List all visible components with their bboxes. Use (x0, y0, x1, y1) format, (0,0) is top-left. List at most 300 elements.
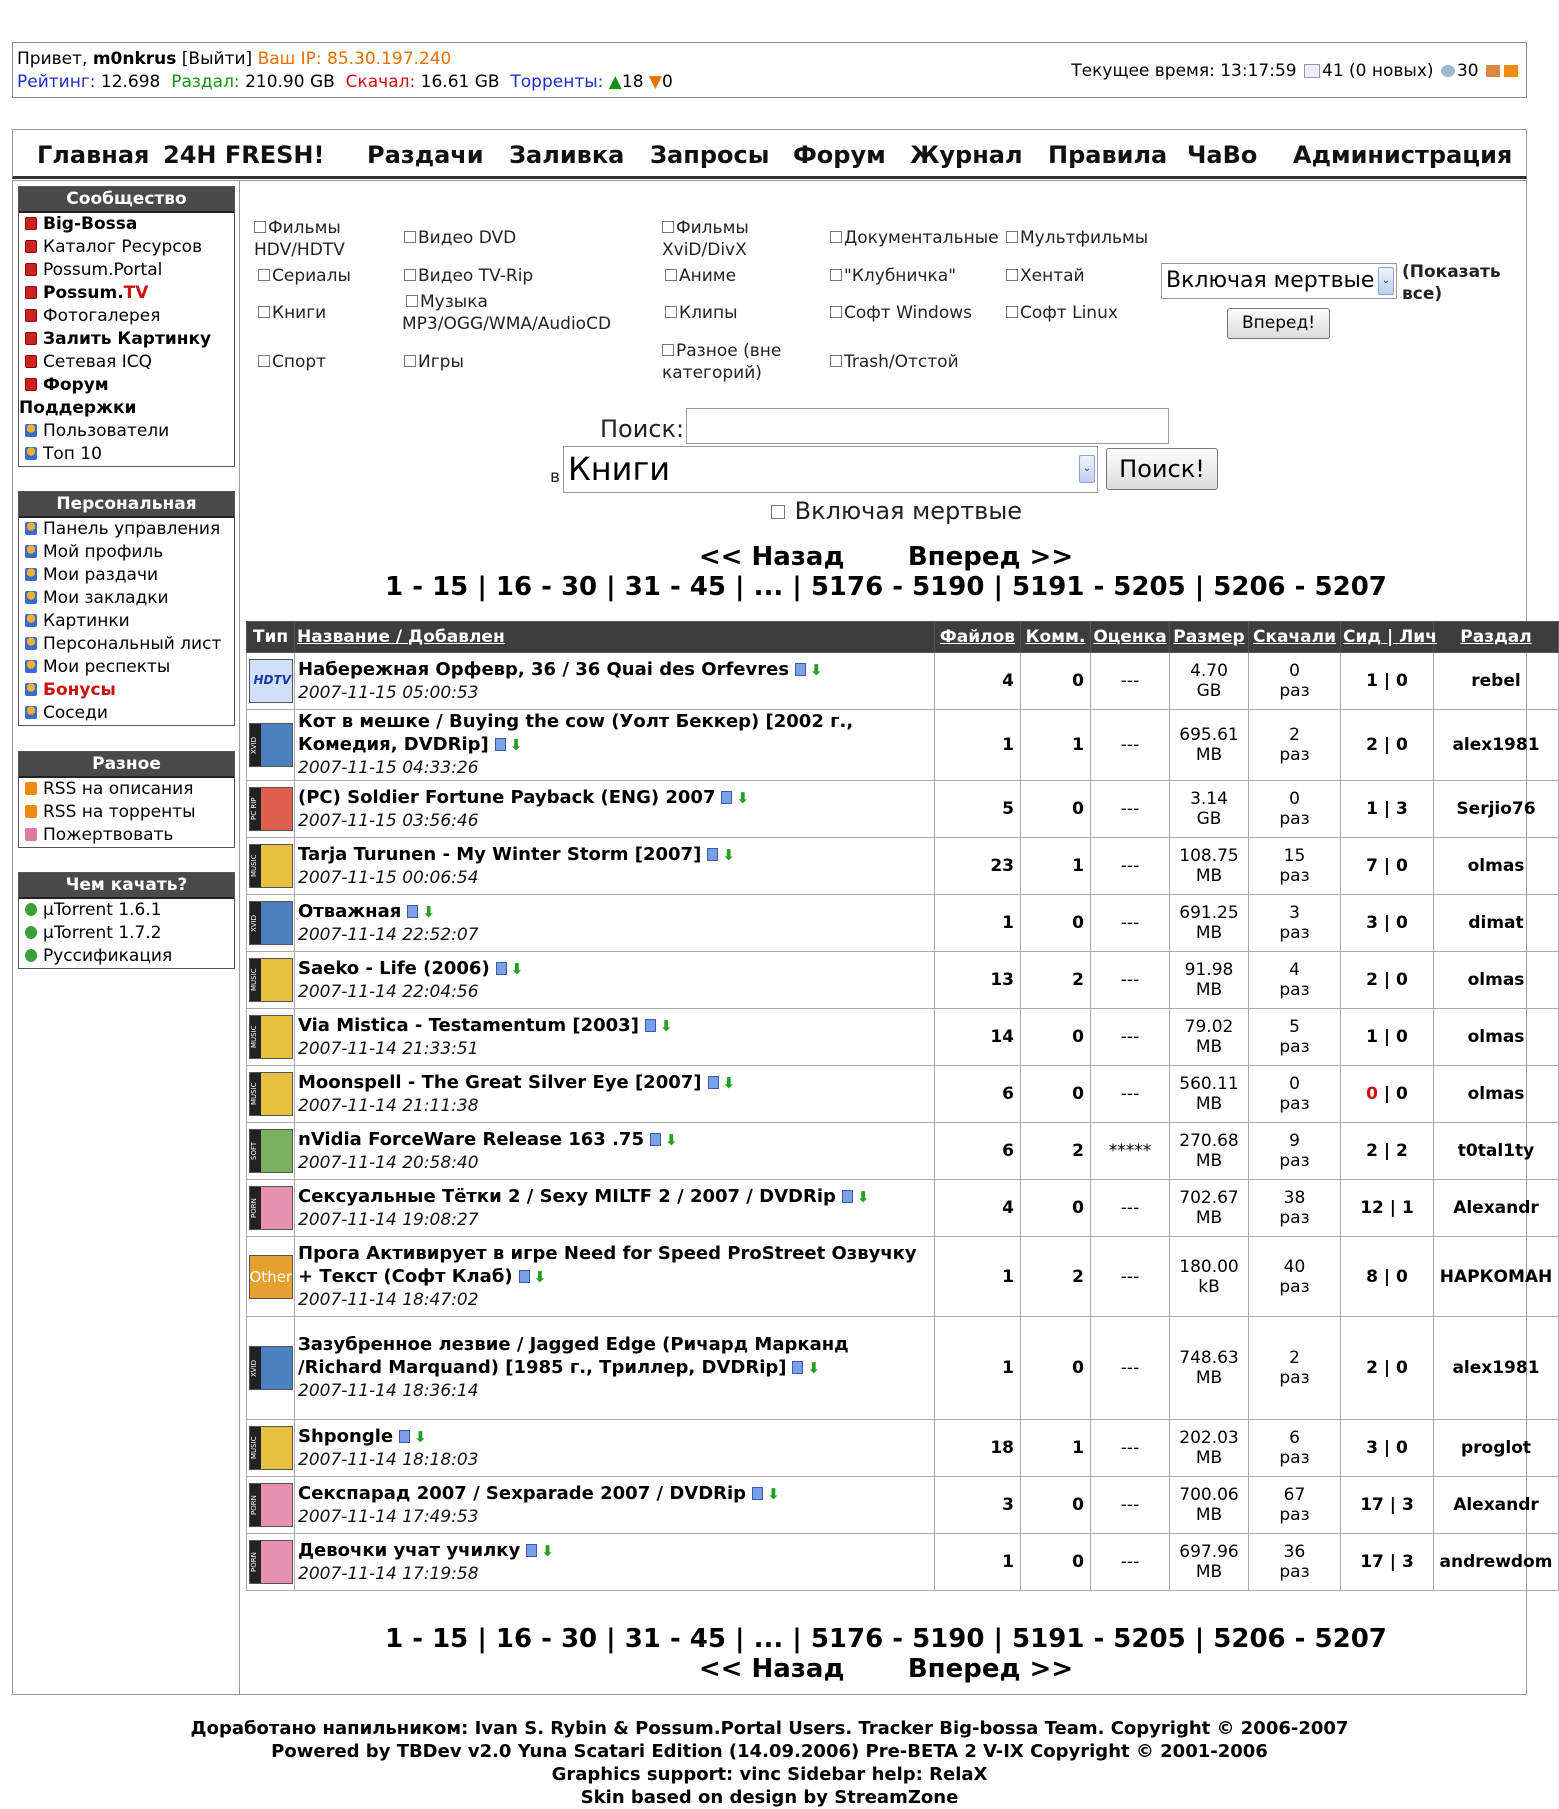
torrent-title-link[interactable]: Девочки учат училку (298, 1539, 521, 1561)
mail-icon[interactable] (1304, 64, 1320, 78)
col-comments[interactable]: Комм. (1021, 622, 1091, 653)
checkbox[interactable] (1006, 231, 1018, 243)
sidebar-item-support-forum[interactable]: Форум (19, 374, 234, 397)
download-arrow-icon[interactable]: ⬇ (414, 1427, 427, 1446)
type-cell[interactable] (247, 1066, 295, 1123)
category-books[interactable]: Книги (258, 302, 326, 324)
added-date: 2007-11-14 21:33:51 (298, 1038, 479, 1059)
snatched-value[interactable]: 0 раз (1249, 781, 1341, 838)
name-cell (295, 1317, 935, 1420)
checkbox[interactable] (1006, 306, 1018, 318)
sidebar-item-gallery[interactable]: Фотогалерея (19, 305, 234, 328)
rss-icon (25, 805, 37, 818)
leechers-count[interactable]: 0 (1396, 970, 1408, 990)
leechers-count[interactable]: 3 (1401, 1495, 1414, 1515)
sidebar-item-profile[interactable]: Мой профиль (19, 541, 234, 564)
category-music-icon[interactable]: MUSIC (249, 1426, 293, 1470)
col-rating[interactable]: Оценка (1091, 622, 1170, 653)
peers-value[interactable]: 1 | 0 (1341, 1009, 1434, 1066)
category-video-dvd[interactable]: Видео DVD (404, 227, 516, 249)
download-arrow-icon[interactable]: ⬇ (807, 1359, 821, 1377)
peers-value[interactable]: 17 | 3 (1341, 1477, 1434, 1534)
comments-count[interactable]: 0 (1021, 653, 1091, 710)
download-arrow-icon[interactable]: ⬇ (541, 1541, 554, 1560)
torrent-title-link[interactable]: Кот в мешке / Buying the cow (Уолт Беккер) [2002 г., Комедия, DVDRip] (298, 711, 854, 755)
comments-count[interactable]: 1 (1021, 710, 1091, 781)
seeders-count[interactable]: 12 (1360, 1198, 1384, 1218)
leechers-count[interactable]: 0 (1396, 671, 1408, 691)
torrent-title-link[interactable]: Зазубренное лезвие / Jagged Edge (Ричард Марканд /Richard Marquand) [1985 г., Триллер, DVDRip] (298, 1334, 849, 1378)
category-cartoons[interactable]: Мультфильмы (1006, 227, 1148, 249)
snatched-value[interactable]: 0 раз (1249, 653, 1341, 710)
bookmark-icon[interactable] (752, 1487, 763, 1500)
download-arrow-icon[interactable]: ⬇ (510, 959, 524, 978)
sidebar-item-catalog[interactable]: Каталог Ресурсов (19, 236, 234, 259)
leechers-count[interactable]: 2 (1396, 1141, 1408, 1161)
torrent-title-link[interactable]: Отважная (298, 900, 402, 922)
menu-home[interactable]: Главная (37, 141, 150, 169)
bookmark-icon[interactable] (707, 848, 718, 861)
size-value: 270.68 MB (1170, 1123, 1249, 1180)
seeders-count[interactable]: 1 (1366, 1027, 1378, 1047)
sidebar-item-possum-portal[interactable]: Possum.Portal (19, 259, 234, 282)
snatched-value[interactable]: 15 раз (1249, 838, 1341, 895)
rating-value: --- (1091, 1317, 1170, 1420)
comments-count[interactable]: 1 (1021, 1420, 1091, 1477)
category-documentary[interactable]: Документальные (830, 227, 999, 249)
sidebar-item-my-torrents[interactable]: Мои раздачи (19, 564, 234, 587)
bookmark-icon[interactable] (399, 1430, 410, 1443)
uploader-link[interactable]: dimat (1434, 895, 1559, 952)
category-strawberry[interactable]: "Клубничка" (830, 265, 956, 287)
comments-count[interactable]: 0 (1021, 1317, 1091, 1420)
uploader-link[interactable]: Serjio76 (1434, 781, 1559, 838)
prev-link[interactable]: << Назад (698, 542, 845, 572)
comments-count[interactable]: 0 (1021, 1066, 1091, 1123)
sidebar-item-neighbours[interactable]: Соседи (19, 702, 234, 725)
seeders-count[interactable]: 8 (1366, 1266, 1378, 1287)
snatched-value[interactable]: 67 раз (1249, 1477, 1341, 1534)
category-pc-rip-icon[interactable]: PC RIP (249, 787, 293, 831)
sidebar-item-respects[interactable]: Мои респекты (19, 656, 234, 679)
peers-value[interactable]: 12 | 1 (1341, 1180, 1434, 1237)
type-cell[interactable] (247, 895, 295, 952)
comments-count[interactable]: 0 (1021, 1180, 1091, 1237)
category-other-icon[interactable]: Other (249, 1255, 293, 1299)
bookmark-icon[interactable] (721, 791, 732, 804)
checkbox[interactable] (258, 269, 270, 281)
menu-journal[interactable]: Журнал (910, 141, 1023, 169)
torrent-title-link[interactable]: Сексуальные Тётки 2 / Sexy MILTF 2 / 2007 / DVDRip (298, 1185, 836, 1207)
category-porn-icon[interactable]: PORN (249, 1483, 293, 1527)
name-cell (295, 1066, 935, 1123)
seeders-count[interactable]: 0 (1366, 1084, 1378, 1104)
leechers-count[interactable]: 0 (1396, 1266, 1408, 1287)
leechers-count[interactable]: 3 (1396, 799, 1408, 819)
col-peers[interactable]: Сид | Лич (1341, 622, 1434, 653)
bookmark-icon[interactable] (792, 1361, 803, 1374)
files-count[interactable]: 4 (935, 1180, 1021, 1237)
torrent-title-link[interactable]: Набережная Орфевр, 36 / 36 Quai des Orfevres (298, 658, 790, 680)
menu-24h-fresh[interactable]: 24H FRESH! (163, 141, 325, 169)
category-hentai[interactable]: Хентай (1006, 265, 1085, 287)
sidebar-item-donate[interactable]: Пожертвовать (19, 824, 234, 847)
sidebar-item-rss-descriptions[interactable]: RSS на описания (19, 778, 234, 801)
sidebar-item-russification[interactable]: Руссификация (19, 945, 234, 968)
dead-filter-select[interactable]: Включая мертвые ⌄ (1161, 263, 1397, 299)
files-count[interactable]: 1 (935, 1534, 1021, 1591)
type-cell[interactable] (247, 1477, 295, 1534)
rating-value: --- (1091, 1477, 1170, 1534)
snatched-value[interactable]: 40 раз (1249, 1237, 1341, 1317)
bookmark-icon[interactable] (495, 738, 506, 751)
peers-value[interactable]: 7 | 0 (1341, 838, 1434, 895)
sidebar-item-personal-list[interactable]: Персональный лист (19, 633, 234, 656)
friends-icon[interactable] (1441, 65, 1455, 77)
comments-count[interactable]: 2 (1021, 952, 1091, 1009)
friends-count[interactable]: 30 (1456, 61, 1479, 81)
uploader-link[interactable]: olmas (1434, 838, 1559, 895)
torrent-title-link[interactable]: (PC) Soldier Fortune Payback (ENG) 2007 (298, 786, 716, 808)
download-arrow-icon[interactable]: ⬇ (533, 1267, 547, 1286)
checkbox[interactable] (662, 344, 674, 356)
checkbox[interactable] (665, 269, 677, 281)
download-arrow-icon[interactable]: ⬇ (722, 845, 735, 864)
peers-value[interactable]: 3 | 0 (1341, 895, 1434, 952)
sidebar-item-control-panel[interactable]: Панель управления (19, 518, 234, 541)
category-music-icon[interactable]: MUSIC (249, 1072, 293, 1116)
seeders-count[interactable]: 17 (1360, 1552, 1384, 1572)
category-soft-windows[interactable]: Софт Windows (830, 302, 972, 324)
snatched-value[interactable]: 3 раз (1249, 895, 1341, 952)
seeders-count[interactable]: 2 (1366, 1358, 1378, 1378)
added-date: 2007-11-14 17:49:53 (298, 1506, 479, 1527)
bookmark-icon[interactable] (842, 1190, 853, 1203)
category-video-tvrip[interactable]: Видео TV-Rip (404, 265, 533, 287)
leechers-count[interactable]: 0 (1396, 913, 1408, 933)
search-button[interactable]: Поиск! (1106, 448, 1218, 490)
torrent-title-link[interactable]: Секспарад 2007 / Sexparade 2007 / DVDRip (298, 1482, 747, 1504)
comments-count[interactable]: 0 (1021, 781, 1091, 838)
type-cell[interactable] (247, 1237, 295, 1317)
type-cell[interactable] (247, 1534, 295, 1591)
type-cell[interactable] (247, 1317, 295, 1420)
seeders-count[interactable]: 17 (1360, 1495, 1384, 1515)
leechers-count[interactable]: 3 (1401, 1552, 1414, 1572)
checkbox[interactable] (830, 231, 842, 243)
download-arrow-icon[interactable]: ⬇ (736, 788, 750, 807)
checkbox[interactable] (404, 269, 416, 281)
seeders-count[interactable]: 1 (1366, 671, 1378, 691)
category-xvid-icon[interactable]: XVID (249, 1346, 293, 1390)
sidebar-item-top10[interactable]: Топ 10 (19, 443, 234, 466)
bookmark-icon[interactable] (407, 905, 418, 918)
category-xvid-icon[interactable]: XVID (249, 901, 293, 945)
type-cell[interactable] (247, 781, 295, 838)
peers-value[interactable]: 1 | 0 (1341, 653, 1434, 710)
checkbox[interactable] (406, 295, 418, 307)
files-count[interactable]: 14 (935, 1009, 1021, 1066)
type-cell[interactable] (247, 1009, 295, 1066)
messages-count[interactable]: 41 (0 новых) (1322, 61, 1434, 81)
snatched-value[interactable]: 4 раз (1249, 952, 1341, 1009)
sidebar-item-utorrent-172[interactable]: µTorrent 1.7.2 (19, 922, 234, 945)
sidebar-item-support-forum-cont[interactable]: Поддержки (19, 398, 137, 418)
checkbox[interactable] (404, 231, 416, 243)
checkbox[interactable] (662, 221, 674, 233)
leechers-count[interactable]: 1 (1401, 1198, 1414, 1218)
download-arrow-icon[interactable]: ⬇ (422, 902, 435, 921)
files-count[interactable]: 1 (935, 895, 1021, 952)
uploader-link[interactable]: alex1981 (1434, 710, 1559, 781)
files-count[interactable]: 1 (935, 1237, 1021, 1317)
menu-requests[interactable]: Запросы (650, 141, 770, 169)
sidebar-item-users[interactable]: Пользователи (19, 420, 234, 443)
peers-value[interactable]: 17 | 3 (1341, 1534, 1434, 1591)
download-arrow-icon[interactable]: ⬇ (664, 1130, 678, 1149)
peers-value[interactable]: 2 | 0 (1341, 1317, 1434, 1420)
uploader-link[interactable]: t0tal1ty (1434, 1123, 1559, 1180)
uploader-link[interactable]: olmas (1434, 1066, 1559, 1123)
download-arrow-icon[interactable]: ⬇ (722, 1073, 736, 1092)
category-music[interactable]: Музыка MP3/OGG/WMA/AudioCD (402, 292, 612, 334)
sidebar-item-utorrent-161[interactable]: µTorrent 1.6.1 (19, 899, 234, 922)
files-count[interactable]: 4 (935, 653, 1021, 710)
torrent-title-link[interactable]: nVidia ForceWare Release 163 .75 (298, 1128, 644, 1150)
files-count[interactable]: 6 (935, 1066, 1021, 1123)
seeders-count[interactable]: 3 (1366, 913, 1378, 933)
checkbox[interactable] (830, 269, 842, 281)
table-row (247, 895, 1559, 952)
sidebar-item-pictures[interactable]: Картинки (19, 610, 234, 633)
download-arrow-icon[interactable]: ⬇ (659, 1016, 673, 1035)
torrent-title-link[interactable]: Прога Активирует в игре Need for Speed ProStreet Озвучку + Текст (Софт Клаб) (298, 1242, 917, 1287)
torrent-title-link[interactable]: Moonspell - The Great Silver Eye [2007] (298, 1071, 702, 1093)
comments-count[interactable]: 2 (1021, 1237, 1091, 1317)
snatched-value[interactable]: 9 раз (1249, 1123, 1341, 1180)
logout-link[interactable]: [Выйти] (181, 49, 253, 69)
category-hdtv-icon[interactable]: HDTV (249, 659, 293, 703)
download-arrow-icon[interactable]: ⬇ (767, 1484, 780, 1503)
checkbox[interactable] (665, 306, 677, 318)
leechers-count[interactable]: 0 (1396, 735, 1408, 755)
download-arrow-icon[interactable]: ⬇ (509, 736, 523, 754)
uploader-link[interactable]: olmas (1434, 952, 1559, 1009)
checkbox[interactable] (830, 355, 842, 367)
files-count[interactable]: 18 (935, 1420, 1021, 1477)
type-cell[interactable] (247, 1420, 295, 1477)
uploader-link[interactable]: Alexandr (1434, 1180, 1559, 1237)
files-count[interactable]: 1 (935, 1317, 1021, 1420)
username-link[interactable]: m0nkrus (92, 49, 177, 69)
category-games[interactable]: Игры (404, 351, 464, 373)
category-soft-linux[interactable]: Софт Linux (1006, 302, 1118, 324)
sidebar-item-bonuses[interactable]: Бонусы (19, 679, 234, 702)
category-sport[interactable]: Спорт (258, 351, 326, 373)
bookmark-icon[interactable] (496, 962, 507, 975)
category-music-icon[interactable]: MUSIC (249, 958, 293, 1002)
checkbox[interactable] (254, 221, 266, 233)
peers-value[interactable]: 2 | 2 (1341, 1123, 1434, 1180)
prev-link[interactable]: << Назад (698, 1654, 845, 1684)
torrent-title-link[interactable]: Shpongle (298, 1425, 394, 1447)
book-icon (25, 286, 37, 299)
checkbox[interactable] (771, 505, 785, 519)
torrent-title-link[interactable]: Via Mistica - Testamentum [2003] (298, 1014, 639, 1036)
peers-value[interactable]: 2 | 0 (1341, 952, 1434, 1009)
uploader-link[interactable]: rebel (1434, 653, 1559, 710)
category-misc[interactable]: Разное (вне категорий) (662, 341, 782, 383)
uploader-link[interactable]: alex1981 (1434, 1317, 1559, 1420)
snatched-value[interactable]: 6 раз (1249, 1420, 1341, 1477)
files-count[interactable]: 6 (935, 1123, 1021, 1180)
checkbox[interactable] (404, 355, 416, 367)
col-snatched[interactable]: Скачали (1249, 622, 1341, 653)
type-cell[interactable] (247, 710, 295, 781)
col-files[interactable]: Файлов (935, 622, 1021, 653)
files-count[interactable]: 3 (935, 1477, 1021, 1534)
leechers-count[interactable]: 0 (1396, 1438, 1408, 1458)
sidebar-item-icq[interactable]: Сетевая ICQ (19, 351, 234, 374)
name-cell (295, 1477, 935, 1534)
col-size[interactable]: Размер (1170, 622, 1249, 653)
category-soft-icon[interactable]: SOFT (249, 1129, 293, 1173)
sidebar-item-upload-image[interactable]: Залить Картинку (19, 328, 234, 351)
seeders-count[interactable]: 1 (1366, 799, 1378, 819)
seeders-count[interactable]: 3 (1366, 1438, 1378, 1458)
snatched-value[interactable]: 0 раз (1249, 1066, 1341, 1123)
pager-pages-bottom[interactable]: 1 - 15 | 16 - 30 | 31 - 45 | ... | 5176 - 5190 | 5191 - 5205 | 5206 - 5207 (385, 1624, 1387, 1654)
files-count[interactable]: 5 (935, 781, 1021, 838)
col-uploader[interactable]: Раздал (1434, 622, 1559, 653)
leechers-count[interactable]: 0 (1396, 1084, 1408, 1104)
category-clips[interactable]: Клипы (665, 302, 738, 324)
peers-value[interactable]: 2 | 0 (1341, 710, 1434, 781)
comments-count[interactable]: 0 (1021, 1534, 1091, 1591)
type-cell[interactable] (247, 1180, 295, 1237)
bookmark-icon[interactable] (650, 1133, 661, 1146)
peers-value[interactable]: 8 | 0 (1341, 1237, 1434, 1317)
torrent-title-link[interactable]: Saeko - Life (2006) (298, 957, 490, 979)
snatched-value[interactable]: 38 раз (1249, 1180, 1341, 1237)
checkbox[interactable] (258, 306, 270, 318)
bookmark-icon[interactable] (795, 663, 806, 676)
category-music-icon[interactable]: MUSIC (249, 1015, 293, 1059)
snatched-value[interactable]: 2 раз (1249, 710, 1341, 781)
footer-line: Graphics support: vinc Sidebar help: RelaX (551, 1764, 988, 1785)
pager-pages-top[interactable]: 1 - 15 | 16 - 30 | 31 - 45 | ... | 5176 - 5190 | 5191 - 5205 | 5206 - 5207 (385, 572, 1387, 602)
rss-icon[interactable] (1504, 65, 1518, 77)
type-cell[interactable] (247, 653, 295, 710)
snatched-value[interactable]: 2 раз (1249, 1317, 1341, 1420)
menu-forum[interactable]: Форум (793, 141, 886, 169)
show-all-link[interactable]: (Показать все) (1402, 262, 1501, 304)
bookmark-icon[interactable] (708, 1076, 719, 1089)
name-cell (295, 1009, 935, 1066)
sidebar-item-rss-torrents[interactable]: RSS на торренты (19, 801, 234, 824)
sidebar-item-big-bossa[interactable]: Big-Bossa (19, 213, 234, 236)
files-count[interactable]: 23 (935, 838, 1021, 895)
comments-count[interactable]: 0 (1021, 1477, 1091, 1534)
category-xvid-icon[interactable]: XVID (249, 723, 293, 767)
uploader-link[interactable]: НАРКОМАН (1434, 1237, 1559, 1317)
bookmark-icon[interactable] (519, 1270, 530, 1283)
col-name[interactable]: Название / Добавлен (295, 622, 935, 653)
next-link[interactable]: Вперед >> (907, 1654, 1074, 1684)
search-category-select[interactable]: Книги ⌄ (563, 446, 1098, 493)
comments-count[interactable]: 0 (1021, 895, 1091, 952)
forward-button[interactable]: Вперед! (1227, 308, 1330, 339)
leechers-count[interactable]: 0 (1396, 1027, 1408, 1047)
menu-releases[interactable]: Раздачи (367, 141, 484, 169)
peers-value[interactable]: 1 | 3 (1341, 781, 1434, 838)
comments-count[interactable]: 0 (1021, 1009, 1091, 1066)
type-cell[interactable] (247, 952, 295, 1009)
category-trash[interactable]: Trash/Отстой (830, 351, 959, 373)
include-dead-checkbox[interactable]: Включая мертвые (771, 497, 1022, 525)
checkbox[interactable] (1006, 269, 1018, 281)
category-music-icon[interactable]: MUSIC (249, 844, 293, 888)
type-cell[interactable] (247, 838, 295, 895)
snatched-value[interactable]: 36 раз (1249, 1534, 1341, 1591)
uploader-link[interactable]: olmas (1434, 1009, 1559, 1066)
bookmark-icon[interactable] (526, 1544, 537, 1557)
torrent-title-link[interactable]: Tarja Turunen - My Winter Storm [2007] (298, 843, 702, 865)
type-cell[interactable] (247, 1123, 295, 1180)
uploader-link[interactable]: Alexandr (1434, 1477, 1559, 1534)
download-arrow-icon[interactable]: ⬇ (856, 1187, 870, 1206)
category-series[interactable]: Сериалы (258, 265, 351, 287)
user-icon (25, 614, 37, 627)
search-input[interactable] (686, 408, 1169, 444)
comments-count[interactable]: 1 (1021, 838, 1091, 895)
menu-rules[interactable]: Правила (1048, 141, 1168, 169)
files-count[interactable]: 1 (935, 710, 1021, 781)
checkbox[interactable] (258, 355, 270, 367)
category-porn-icon[interactable]: PORN (249, 1186, 293, 1230)
menu-administration[interactable]: Администрация (1293, 141, 1513, 169)
next-link[interactable]: Вперед >> (907, 542, 1074, 572)
added-date: 2007-11-14 21:11:38 (298, 1095, 479, 1116)
category-films-hdtv[interactable]: Фильмы HDV/HDTV (254, 218, 345, 260)
comments-count[interactable]: 2 (1021, 1123, 1091, 1180)
sidebar-community (18, 186, 235, 467)
peers-value[interactable]: 0 | 0 (1341, 1066, 1434, 1123)
leechers-count[interactable]: 0 (1396, 1358, 1408, 1378)
checkbox[interactable] (830, 306, 842, 318)
seeders-count[interactable]: 2 (1366, 735, 1378, 755)
uploader-link[interactable]: andrewdom (1434, 1534, 1559, 1591)
category-anime[interactable]: Аниме (665, 265, 736, 287)
bookmark-icon[interactable] (645, 1019, 656, 1032)
peers-value[interactable]: 3 | 0 (1341, 1420, 1434, 1477)
leechers-count[interactable]: 0 (1396, 856, 1408, 876)
category-films-xvid[interactable]: Фильмы XviD/DivX (662, 218, 749, 260)
menu-upload[interactable]: Заливка (509, 141, 625, 169)
download-arrow-icon[interactable]: ⬇ (810, 660, 823, 679)
seeders-count[interactable]: 7 (1366, 856, 1378, 876)
category-porn-icon[interactable]: PORN (249, 1540, 293, 1584)
uploader-link[interactable]: proglot (1434, 1420, 1559, 1477)
files-count[interactable]: 13 (935, 952, 1021, 1009)
snatched-value[interactable]: 5 раз (1249, 1009, 1341, 1066)
bookmark-icon[interactable] (1486, 65, 1500, 77)
sidebar-item-possum-tv[interactable]: Possum.TV (19, 282, 234, 305)
sidebar-item-bookmarks[interactable]: Мои закладки (19, 587, 234, 610)
seeders-count[interactable]: 2 (1366, 1141, 1378, 1161)
seeders-count[interactable]: 2 (1366, 970, 1378, 990)
menu-faq[interactable]: ЧаВо (1187, 141, 1258, 169)
